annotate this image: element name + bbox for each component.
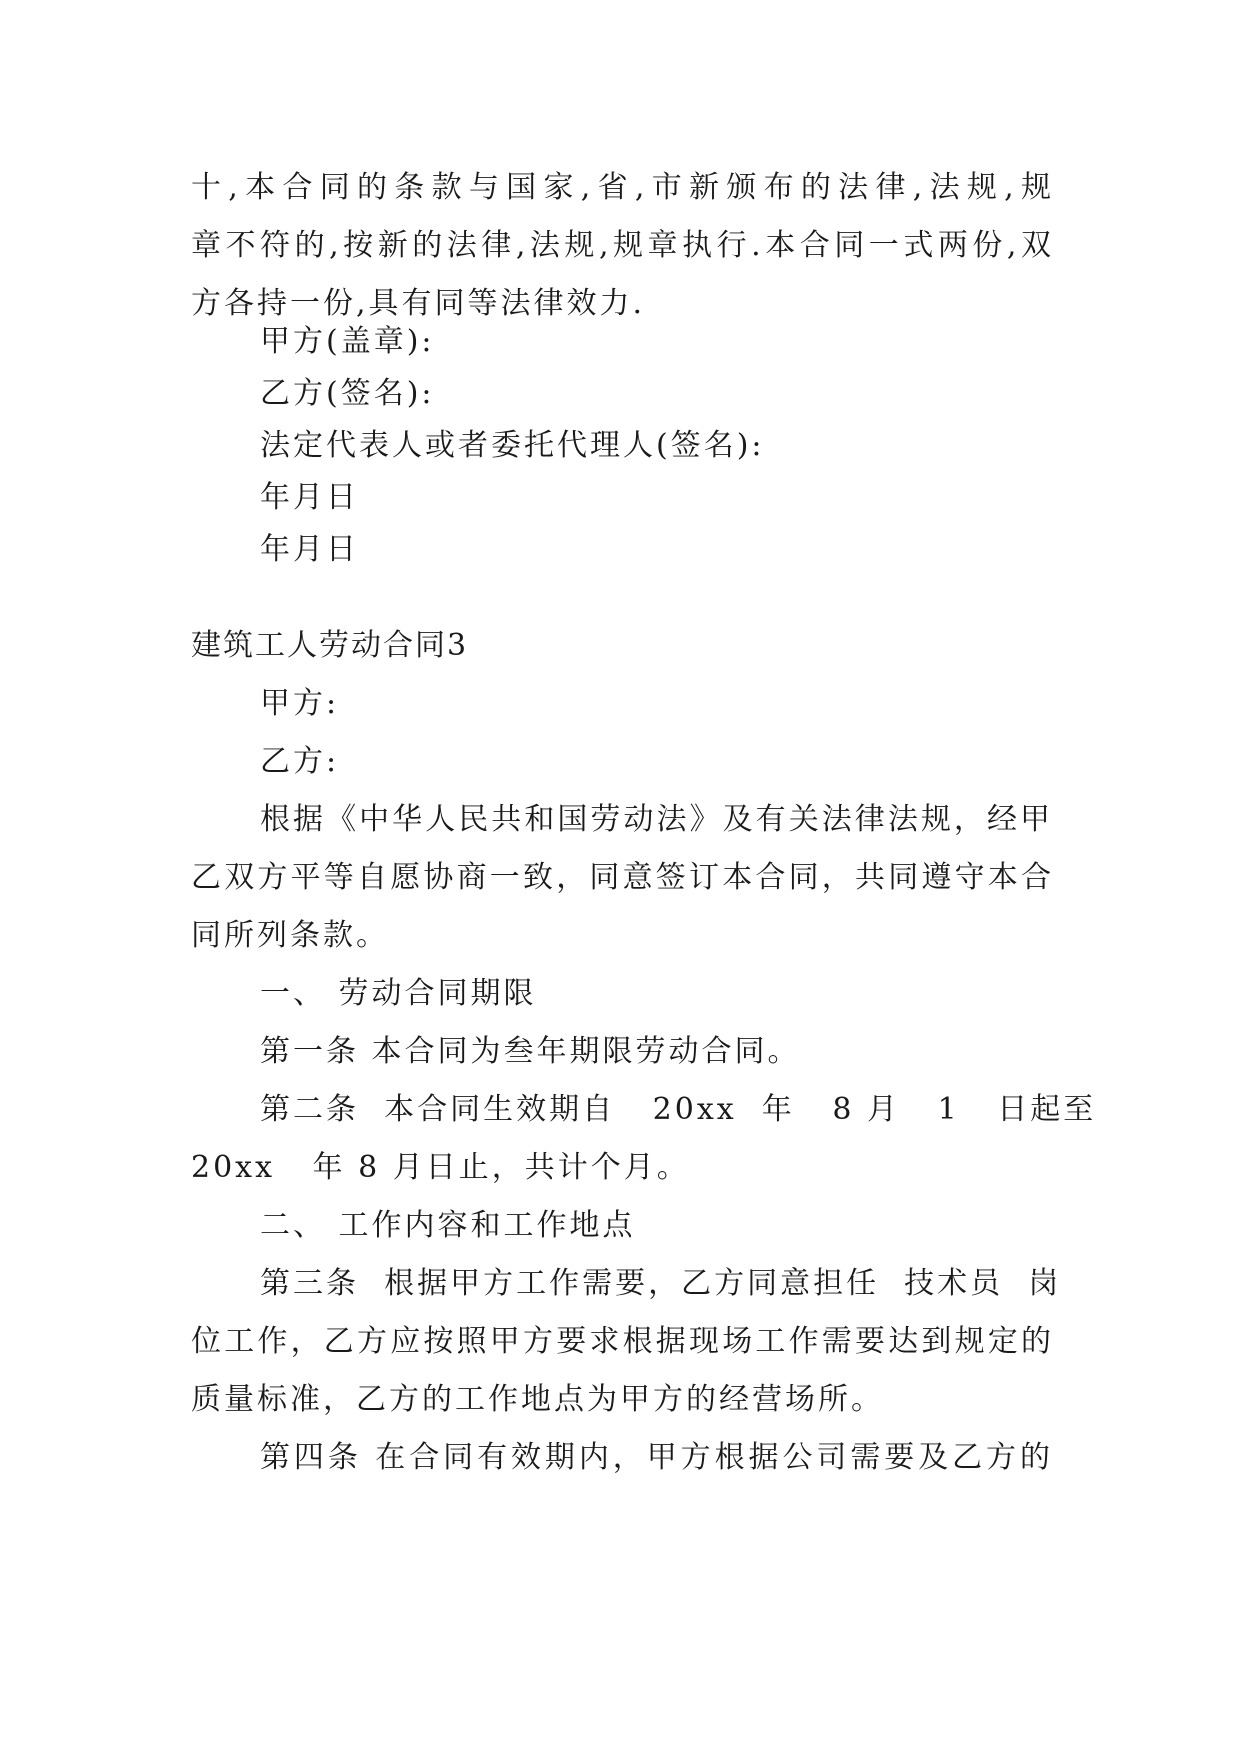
clause-ten-line-1: 十,本合同的条款与国家,省,市新颁布的法律,法规,规 [191, 170, 1051, 205]
party-b-label: 乙方: [260, 744, 340, 779]
article-three-line-2: 位工作，乙方应按照甲方要求根据现场工作需要达到规定的 [191, 1324, 1051, 1359]
section-heading: 一、 劳动合同期限 [260, 976, 537, 1011]
article-one: 第一条 本合同为叁年期限劳动合同。 [260, 1034, 801, 1069]
party-a-label: 甲方: [260, 686, 340, 721]
party-a-seal-line: 甲方(盖章): [260, 324, 435, 359]
article-two-line-2: 20xx 年 8 月日止，共计个月。 [191, 1150, 690, 1185]
article-three-line-1: 第三条 根据甲方工作需要，乙方同意担任 技术员 岗 [260, 1266, 1062, 1301]
party-b-signature-line: 乙方(签名): [260, 376, 435, 411]
date-line: 年月日 [260, 532, 359, 567]
article-two-line-1: 第二条 本合同生效期自 20xx 年 8 月 1 日起至 [260, 1092, 1097, 1127]
clause-ten-line-2: 章不符的,按新的法律,法规,规章执行.本合同一式两份,双 [191, 228, 1051, 263]
section-heading: 二、 工作内容和工作地点 [260, 1208, 636, 1243]
contract-title: 建筑工人劳动合同3 [191, 628, 469, 663]
preamble-line-1: 根据《中华人民共和国劳动法》及有关法律法规，经甲 [260, 802, 1050, 837]
clause-ten-line-3: 方各持一份,具有同等法律效力. [191, 286, 646, 321]
preamble-line-3: 同所列条款。 [191, 918, 389, 953]
article-three-line-3: 质量标准，乙方的工作地点为甲方的经营场所。 [191, 1382, 884, 1417]
legal-representative-line: 法定代表人或者委托代理人(签名): [260, 428, 765, 463]
article-four-line-1: 第四条 在合同有效期内，甲方根据公司需要及乙方的 [260, 1440, 1050, 1475]
preamble-line-2: 乙双方平等自愿协商一致，同意签订本合同，共同遵守本合 [191, 860, 1051, 895]
date-line: 年月日 [260, 480, 359, 515]
